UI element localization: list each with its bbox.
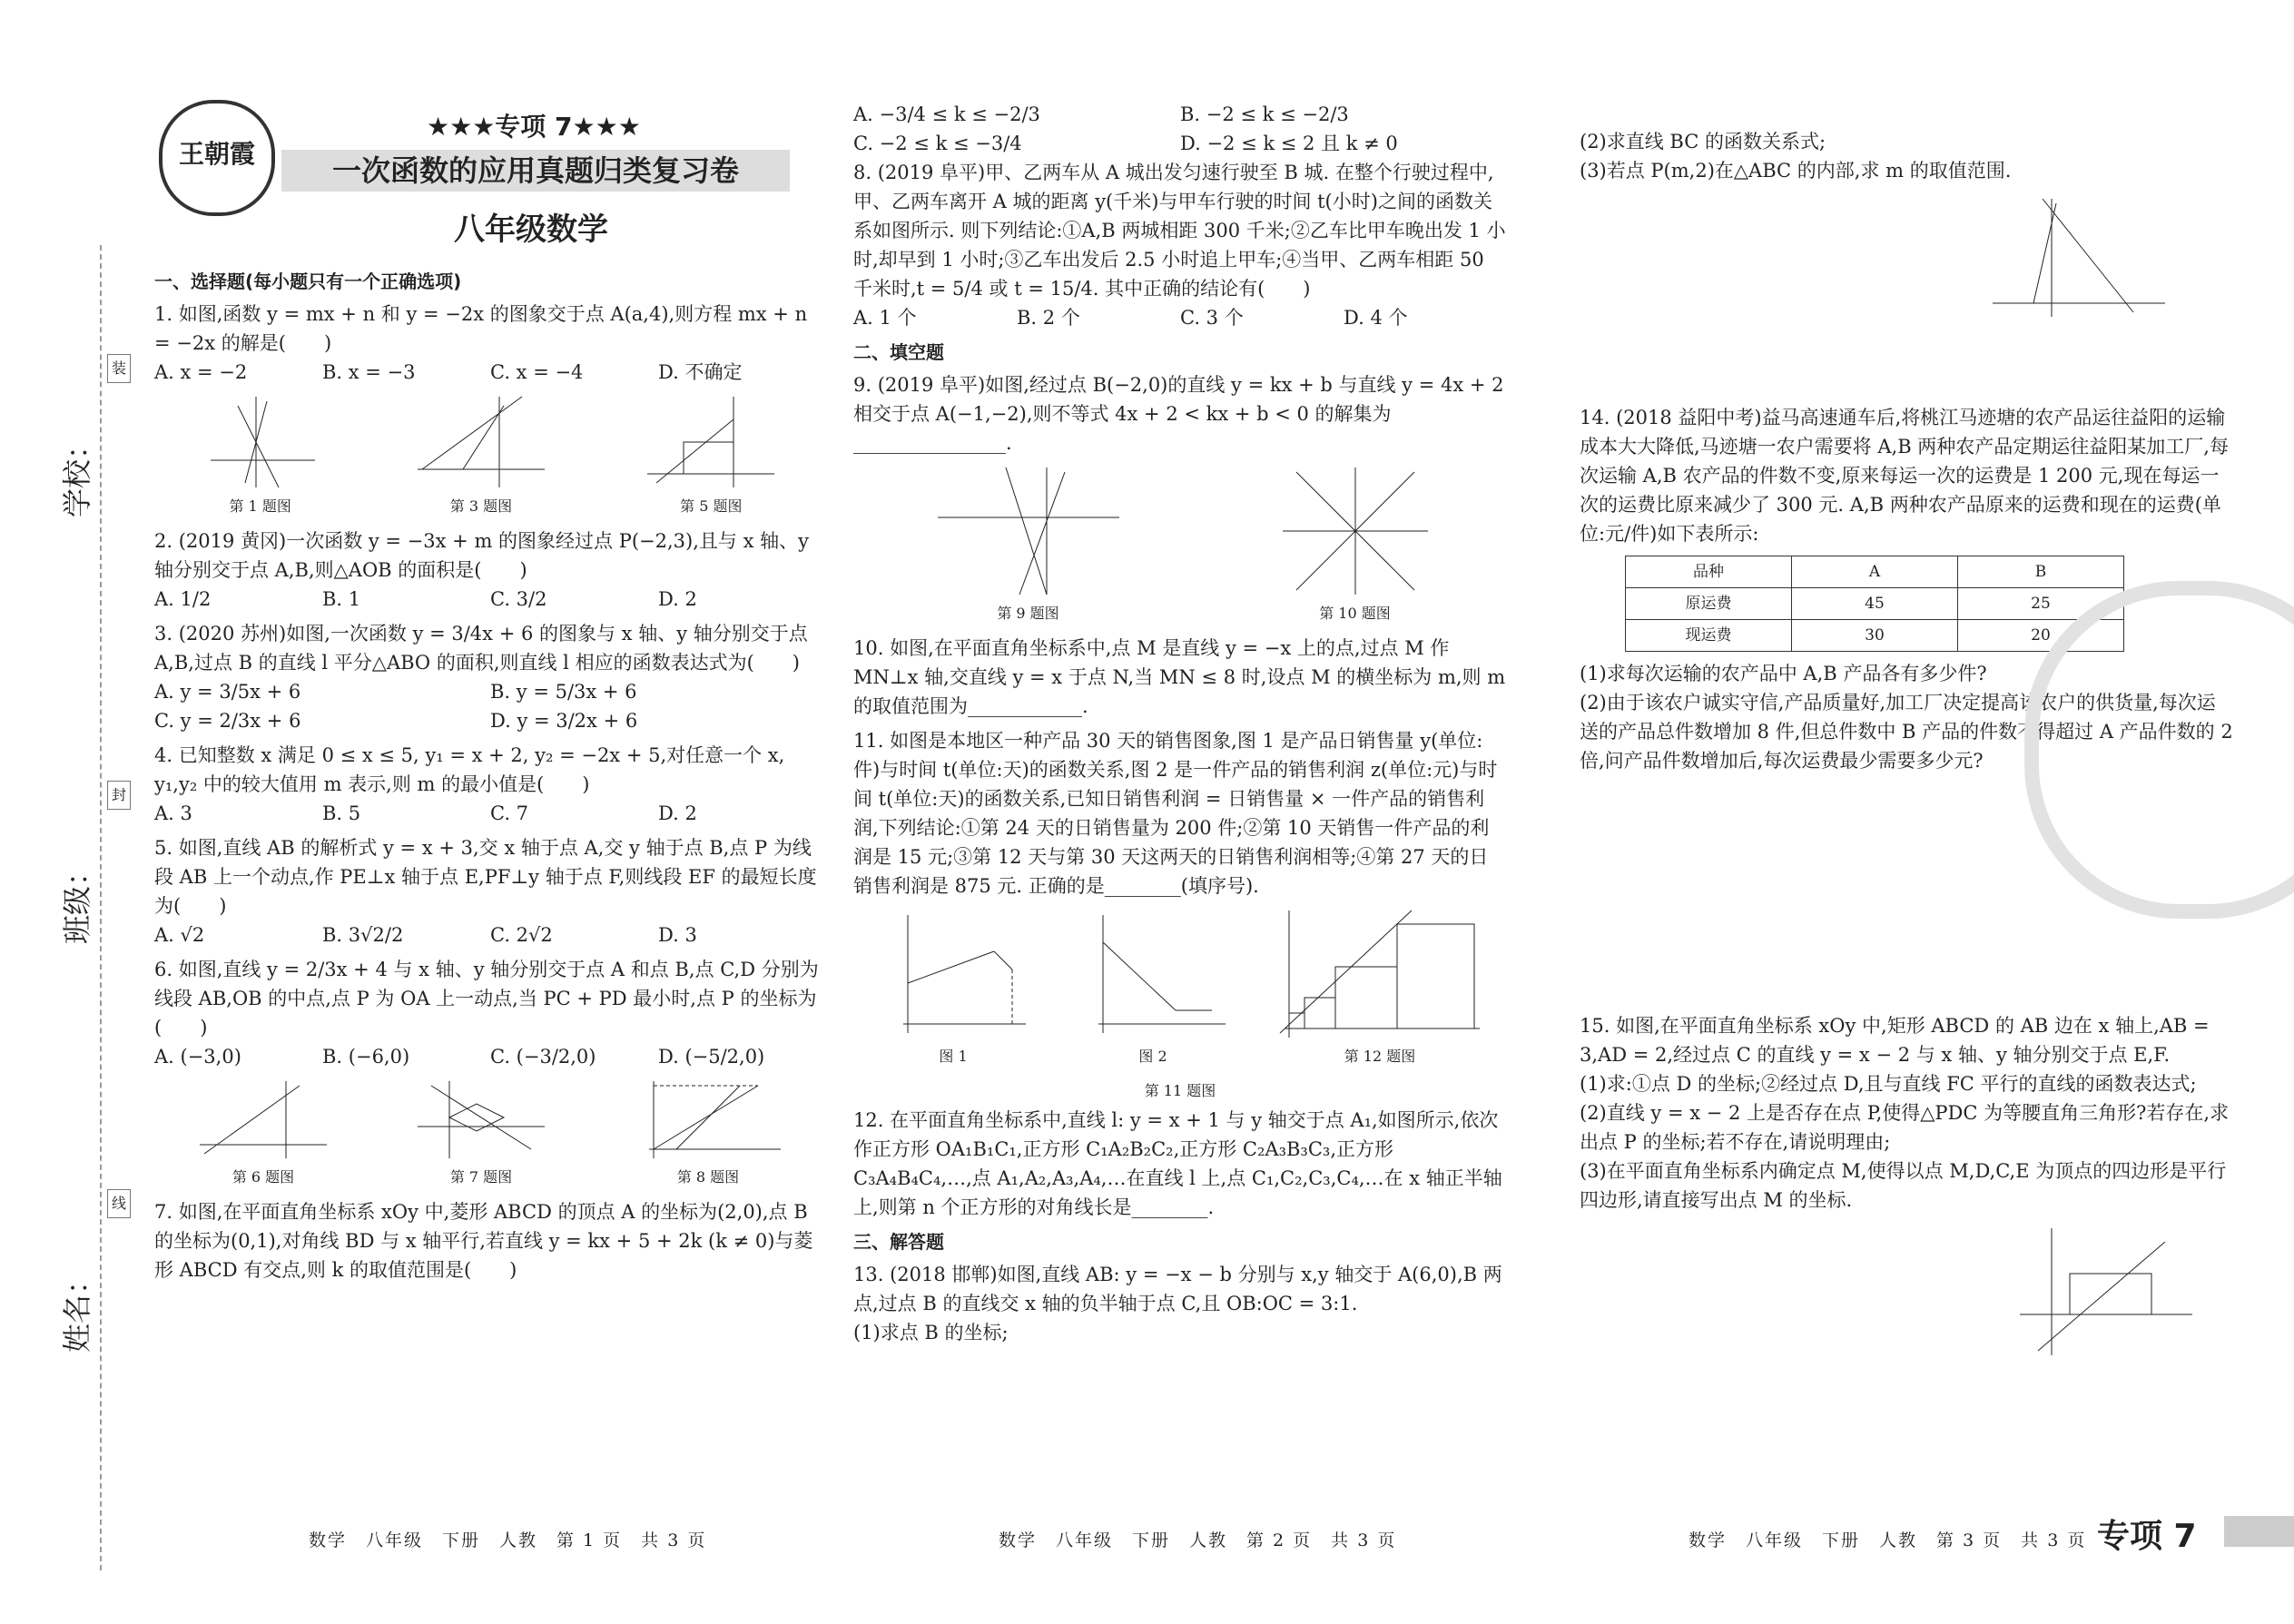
corner-bar xyxy=(2224,1516,2294,1547)
footer-page-2: 数学 八年级 下册 人教 第 2 页 共 3 页 xyxy=(999,1530,1397,1550)
q13-part3: (3)若点 P(m,2)在△ABC 的内部,求 m 的取值范围. xyxy=(1580,160,2012,182)
footer-page-3: 数学 八年级 下册 人教 第 3 页 共 3 页 xyxy=(1689,1530,2087,1550)
section-choice: 一、选择题(每小题只有一个正确选项) xyxy=(154,271,462,292)
figure-row-4 xyxy=(853,906,1507,1071)
question-13: 13. (2018 邯郸)如图,直线 AB: y = −x − b 分别与 x,y 轴交于 A(6,0),B 两点,过点 B 的直线交 x 轴的负半轴于点 C,且 OB:OC = 3:1. (1)求点 B 的坐标; xyxy=(853,1264,1502,1343)
figure-6: 第 6 题图 xyxy=(195,1077,331,1192)
page-subtitle: 八年级数学 xyxy=(454,212,608,248)
cut-line xyxy=(100,245,102,1570)
q13-part2: (2)求直线 BC 的函数关系式; xyxy=(1580,131,1826,153)
figure-11b: 图 2 xyxy=(1076,906,1230,1071)
seal-mark: 线 xyxy=(107,1189,131,1218)
figure-row-1 xyxy=(154,392,826,521)
figure-3: 第 3 题图 xyxy=(413,392,549,521)
seal-mark: 装 xyxy=(107,354,131,383)
watermark-stamp xyxy=(2024,581,2294,919)
question-11: 11. 如图是本地区一种产品 30 天的销售图象,图 1 是产品日销售量 y(单位:件)与时间 t(单位:天)的函数关系,图 2 是一件产品的销售利润 z(单位:元)与时间 t(单位:天)的函数关系,已知日销售利润 = 日销售量 × 一件产品的销售利润,下列结论:①第 24 天的日销售量为 200 件;②第 10 天销售一件产品的利润是 15 元;③第 12 天与第 30 天这两天的日销售利润相等;④第 27 天的日销售利润是 875 元. 正确的是________(填序号). xyxy=(853,730,1498,897)
question-5: 5. 如图,直线 AB 的解析式 y = x + 3,交 x 轴于点 A,交 y 轴于点 B,点 P 为线段 AB 上一个动点,作 PE⊥x 轴于点 E,PF⊥y 轴于点 F,则线段 EF 的最短长度为( ) A. √2 B. 3√2/2 C. 2√2 D. 3 xyxy=(154,837,817,946)
special-label: ★★★专项 7★★★ xyxy=(427,112,641,142)
class-field[interactable]: 班级： xyxy=(60,856,94,944)
name-field[interactable]: 姓名： xyxy=(60,1265,94,1353)
question-9: 9. (2019 阜平)如图,经过点 B(−2,0)的直线 y = kx + b 与直线 y = 4x + 2 相交于点 A(−1,−2),则不等式 4x + 2 < kx + b < 0 的解集为________________. xyxy=(853,374,1504,454)
figure-11-caption: 第 11 题图 xyxy=(1144,1082,1216,1099)
corner-label: 专项 7 xyxy=(2097,1518,2197,1555)
brand-logo: 王朝霞 xyxy=(159,100,275,216)
question-7: 7. 如图,在平面直角坐标系 xOy 中,菱形 ABCD 的顶点 A 的坐标为(2,0),点 B 的坐标为(0,1),对角线 BD 与 x 轴平行,若直线 y = kx + 5 + 2k (k ≠ 0)与菱形 ABCD 有交点,则 k 的取值范围是( ) xyxy=(154,1201,813,1281)
figure-8: 第 8 题图 xyxy=(631,1077,785,1192)
question-2: 2. (2019 黄冈)一次函数 y = −3x + m 的图象经过点 P(−2,3),且与 x 轴、y 轴分别交于点 A,B,则△AOB 的面积是( ) A. 1/2 B. 1 C. 3/2 D. 2 xyxy=(154,530,809,610)
seal-mark: 封 xyxy=(107,781,131,810)
question-6: 6. 如图,直线 y = 2/3x + 4 与 x 轴、y 轴分别交于点 A 和点 B,点 C,D 分别为线段 AB,OB 的中点,点 P 为 OA 上一动点,当 PC + PD 最小时,点 P 的坐标为( ) A. (−3,0) B. (−6,0) C. (−3/2,0) D. (−5/2,0) xyxy=(154,959,819,1068)
q7-options: A. −3/4 ≤ k ≤ −2/3 B. −2 ≤ k ≤ −2/3 xyxy=(853,103,1349,125)
question-14: 14. (2018 益阳中考)益马高速通车后,将桃江马迹塘的农产品运往益阳的运输成本大大降低,马迹塘一农户需要将 A,B 两种农产品定期运往益阳某加工厂,每次运输 A,B 农产品的件数不变,原来每运一次的运费是 1 200 元,现在每运一次的运费比原来减少了 300 元. A,B 两种农产品原来的运费和现在的运费(单位:元/件)如下表所示: 品种 A B 原运费 45 25 现运费 30 20 (1)求每次运输的农产品中 A,B 产品各有多少件? (2)由于该农户诚实守信,产品质量好,加工厂决定提高该农户的供货量,每次运送的产品总件数增加 8 件,但总件数中 B 产品的件数不得超过 A 产品件数的 2 倍,问产品件数增加后,每次运费最少需要多少元? xyxy=(1580,407,2233,772)
question-1: 1. 如图,函数 y = mx + n 和 y = −2x 的图象交于点 A(a,4),则方程 mx + n = −2x 的解是( ) A. x = −2 B. x = −3 C. x = −4 D. 不确定 xyxy=(154,303,808,383)
figure-11a: 图 1 xyxy=(876,906,1030,1071)
school-field[interactable]: 学校： xyxy=(60,429,94,517)
figure-13 xyxy=(1988,194,2170,321)
column-page-2 xyxy=(853,100,1507,1353)
figure-row-3 xyxy=(853,463,1507,628)
figure-5: 第 5 题图 xyxy=(643,392,779,521)
question-3: 3. (2020 苏州)如图,一次函数 y = 3/4x + 6 的图象与 x 轴、y 轴分别交于点 A,B,过点 B 的直线 l 平分△ABO 的面积,则直线 l 相应的函数表达式为( ) A. y = 3/5x + 6 B. y = 5/3x + 6 C. y = 2/3x + 6 D. y = 3/2x + 6 xyxy=(154,623,808,732)
question-4: 4. 已知整数 x 满足 0 ≤ x ≤ 5, y₁ = x + 2, y₂ = −2x + 5,对任意一个 x, y₁,y₂ 中的较大值用 m 表示,则 m 的最小值是( ) A. 3 B. 5 C. 7 D. 2 xyxy=(154,744,785,824)
figure-10: 第 10 题图 xyxy=(1278,463,1433,628)
figure-9: 第 9 题图 xyxy=(929,463,1128,628)
cost-table: 品种 A B 原运费 45 25 现运费 30 20 xyxy=(1625,556,2124,652)
section-fill: 二、填空题 xyxy=(853,341,944,363)
column-page-1 xyxy=(154,263,826,1290)
q7-options: C. −2 ≤ k ≤ −3/4 D. −2 ≤ k ≤ 2 且 k ≠ 0 xyxy=(853,133,1398,154)
question-12: 12. 在平面直角坐标系中,直线 l: y = x + 1 与 y 轴交于点 A₁,如图所示,依次作正方形 OA₁B₁C₁,正方形 C₁A₂B₂C₂,正方形 C₂A₃B₃C₃,正方形 C₃A₄B₄C₄,…,点 A₁,A₂,A₃,A₄,…在直线 l 上,点 C₁,C₂,C₃,C₄,…在 x 轴正半轴上,则第 n 个正方形的对角线长是________. xyxy=(853,1109,1502,1218)
figure-15 xyxy=(2015,1224,2197,1360)
section-solve: 三、解答题 xyxy=(853,1231,944,1253)
question-15: 15. 如图,在平面直角坐标系 xOy 中,矩形 ABCD 的 AB 边在 x 轴上,AB = 3,AD = 2,经过点 C 的直线 y = x − 2 与 x 轴、y 轴分别交于点 E,F. (1)求:①点 D 的坐标;②经过点 D,且与直线 FC 平行的直线的函数表达式; (2)直线 y = x − 2 上是否存在点 P,使得△PDC 为等腰直角三角形?若存在,求出点 P 的坐标;若不存在,请说明理由; (3)在平面直角坐标系内确定点 M,使得以点 M,D,C,E 为顶点的四边形是平行四边形,请直接写出点 M 的坐标. xyxy=(1580,1015,2230,1211)
figure-12: 第 12 题图 xyxy=(1275,906,1484,1071)
page-title: 一次函数的应用真题归类复习卷 xyxy=(281,150,790,192)
question-8: 8. (2019 阜平)甲、乙两车从 A 城出发匀速行驶至 B 城. 在整个行驶过程中,甲、乙两车离开 A 城的距离 y(千米)与甲车行驶的时间 t(小时)之间的函数关系如图所示. 则下列结论:①A,B 两城相距 300 千米;②乙车比甲车晚出发 1 小时,却早到 1 小时;③乙车出发后 2.5 小时追上甲车;④当甲、乙两车相距 50 千米时,t = 5/4 或 t = 15/4. 其中正确的结论有( ) A. 1 个 B. 2 个 C. 3 个 D. 4 个 xyxy=(853,162,1506,329)
figure-1: 第 1 题图 xyxy=(202,392,320,521)
figure-row-2 xyxy=(154,1077,826,1192)
question-10: 10. 如图,在平面直角坐标系中,点 M 是直线 y = −x 上的点,过点 M 作 MN⊥x 轴,交直线 y = x 于点 N,当 MN ≤ 8 时,设点 M 的横坐标为 m,则 m 的取值范围为____________. xyxy=(853,637,1506,717)
figure-7: 第 7 题图 xyxy=(413,1077,549,1192)
footer-page-1: 数学 八年级 下册 人教 第 1 页 共 3 页 xyxy=(309,1530,707,1550)
binding-margin xyxy=(0,0,136,1624)
